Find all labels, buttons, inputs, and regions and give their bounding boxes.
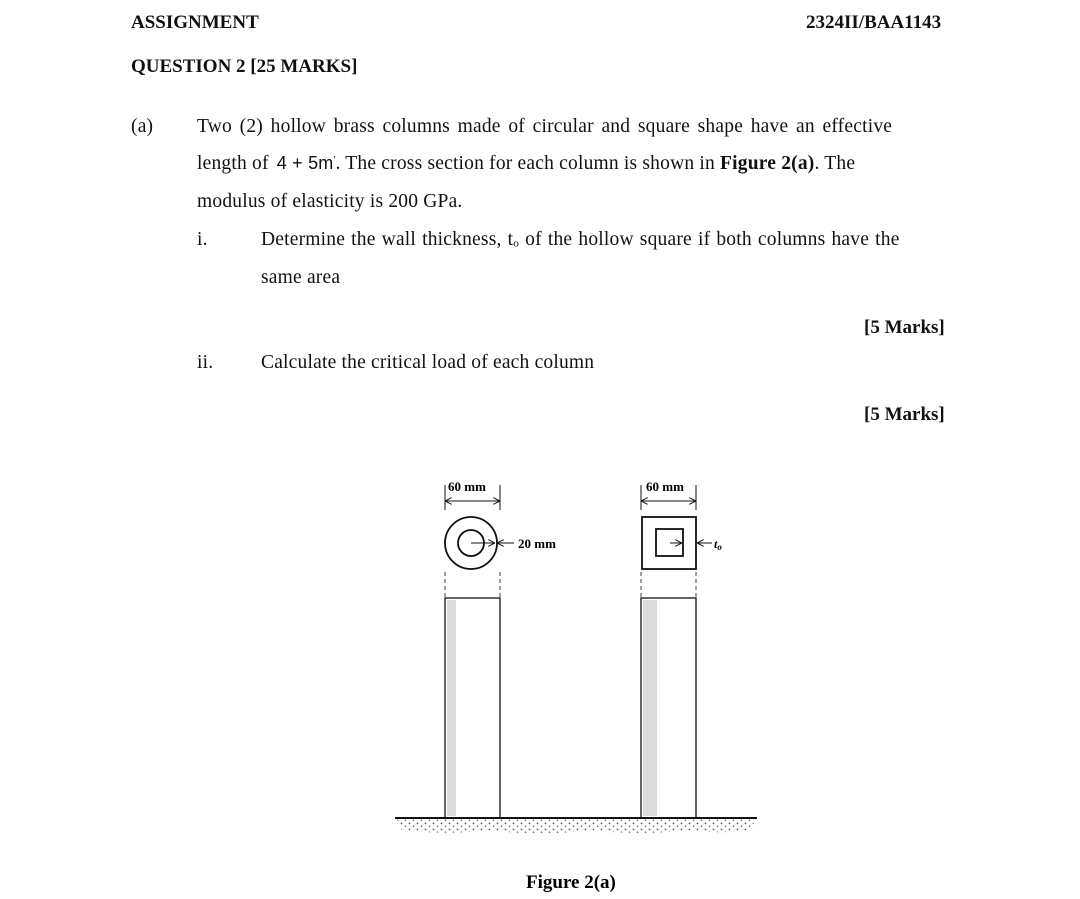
part-a-line2-mid: . The cross section for each column is shown in: [335, 153, 721, 174]
square-cross-section: [642, 517, 722, 569]
square-column: [641, 598, 696, 818]
circle-cross-section: [445, 517, 556, 569]
part-a-line3: modulus of elasticity is 200 GPa.: [197, 191, 463, 212]
circle-width-dimension: [445, 479, 500, 510]
circular-column: [445, 598, 500, 818]
header-assignment: ASSIGNMENT: [131, 12, 259, 33]
figure-caption: Figure 2(a): [526, 872, 616, 893]
sub-i-label: i.: [197, 229, 208, 250]
part-a-line2-post: . The: [814, 153, 856, 174]
question-title: QUESTION 2 [25 MARKS]: [131, 56, 358, 77]
sub-i-line2: same area: [261, 267, 341, 288]
length-mark: ': [333, 155, 336, 166]
square-width-label: 60 mm: [646, 479, 684, 494]
square-width-dimension: [641, 479, 696, 510]
ground-base: [395, 818, 757, 834]
sub-i-line1: Determine the wall thickness, tₒ of the hollow square if both columns have the: [261, 229, 900, 250]
sub-ii-text: Calculate the critical load of each column: [261, 352, 595, 373]
square-thickness-label: to: [714, 537, 722, 552]
part-a-line1: Two (2) hollow brass columns made of circular and square shape have an effective: [197, 116, 893, 137]
circle-inner-label: 20 mm: [518, 536, 556, 551]
length-value: 4 + 5m: [276, 153, 334, 173]
part-a-label: (a): [131, 116, 154, 137]
figure-reference: Figure 2(a): [720, 153, 815, 174]
sub-i-marks: [5 Marks]: [864, 317, 945, 338]
part-a-line2-pre: length of: [197, 153, 269, 174]
circle-width-label: 60 mm: [448, 479, 486, 494]
sub-ii-label: ii.: [197, 352, 214, 373]
header-course-code: 2324II/BAA1143: [806, 12, 942, 33]
sub-ii-marks: [5 Marks]: [864, 404, 945, 425]
